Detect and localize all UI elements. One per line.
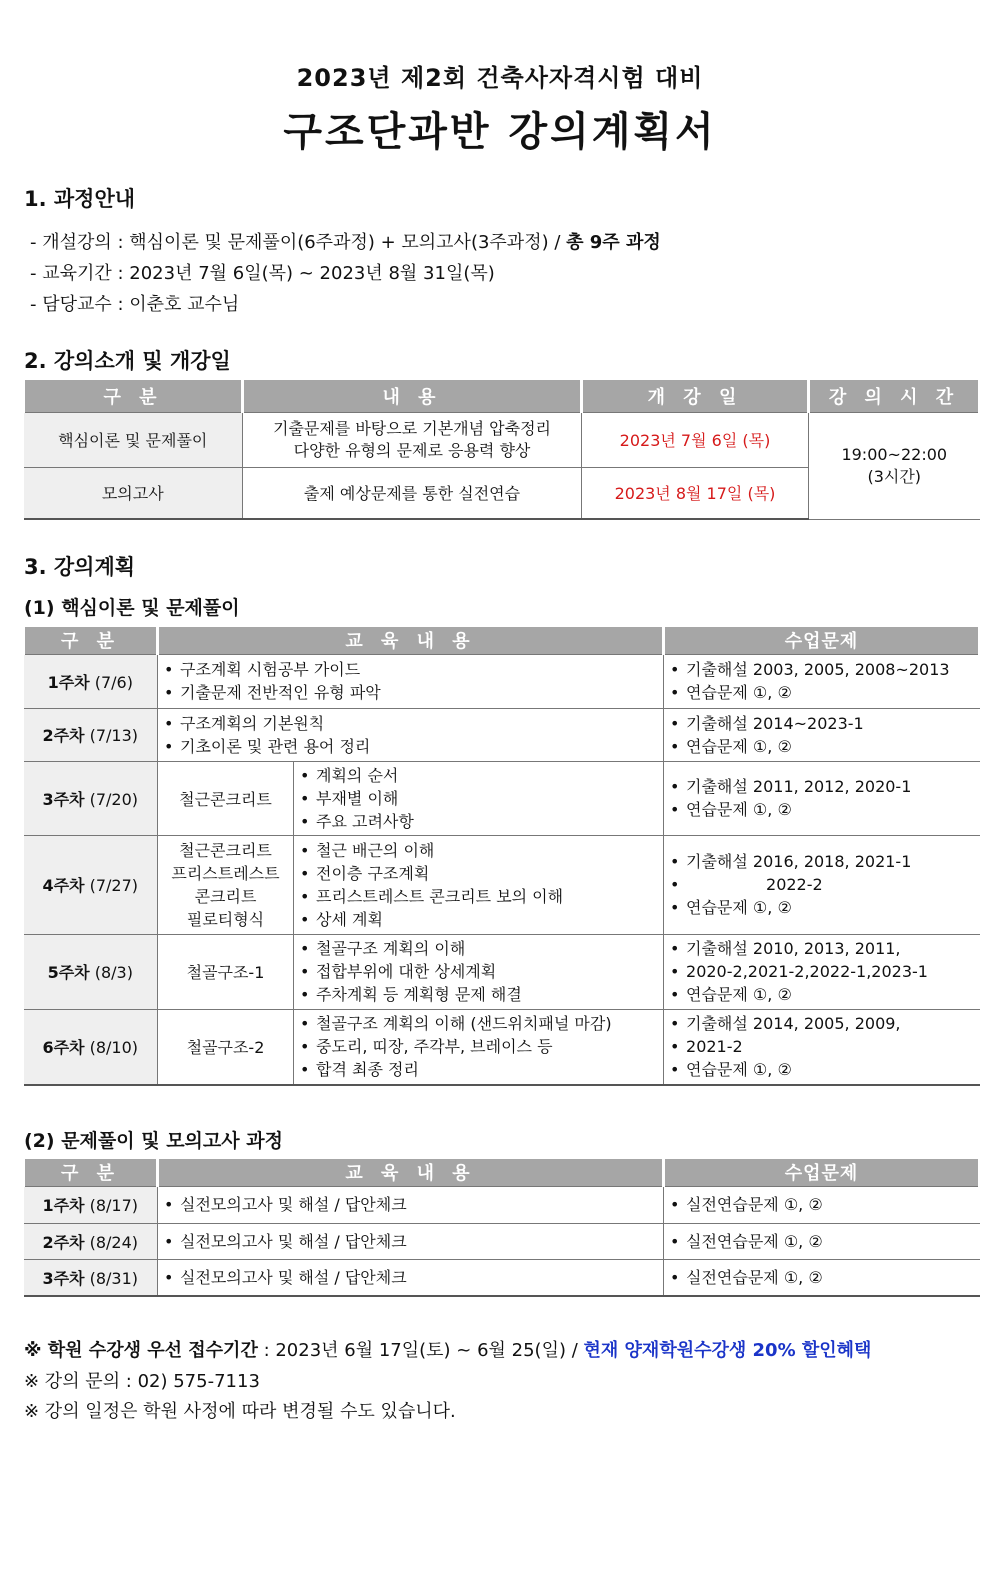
week-cell xyxy=(24,708,158,761)
note-discount: 현재 양재학원수강생 20% 할인혜택 xyxy=(583,1340,872,1361)
course-info-line3: - 담당교수 : 이춘호 교수님 xyxy=(30,294,240,315)
list-item: • 상세 계획 xyxy=(300,908,657,931)
content-line: 다양한 유형의 문제로 응용력 향상 xyxy=(293,440,531,460)
course-intro-table xyxy=(22,380,981,520)
list-item: • 접합부위에 대한 상세계획 xyxy=(300,960,657,983)
list-item: • 실전모의고사 및 해설 / 답안체크 xyxy=(164,1266,657,1289)
content-line: 기출문제를 바탕으로 기본개념 압축정리 xyxy=(272,418,551,438)
section2-heading: 2. 강의소개 및 개강일 xyxy=(24,349,231,373)
list-item: • 전이층 구조계획 xyxy=(300,862,657,885)
topic-cell xyxy=(158,835,294,934)
week-date: (8/17) xyxy=(89,1196,139,1215)
core-theory-table xyxy=(22,627,981,1086)
week-date: (8/31) xyxy=(89,1268,139,1288)
problems-cell xyxy=(664,654,980,708)
problems-cell xyxy=(664,1223,980,1259)
header-problems: 수업문제 xyxy=(664,627,980,654)
week-label: 3주차 xyxy=(42,789,85,809)
week-label: 3주차 xyxy=(42,1268,85,1288)
table-row xyxy=(24,412,980,467)
header-content: 교 육 내 용 xyxy=(158,1159,664,1186)
header-problems: 수업문제 xyxy=(664,1159,980,1186)
header-lecture-time: 강 의 시 간 xyxy=(809,380,980,412)
list-item: • 기출해설 2016, 2018, 2021-1 xyxy=(670,850,974,873)
list-item: • 주차계획 등 계획형 문제 해결 xyxy=(300,983,657,1006)
document-title: 구조단과반 강의계획서 xyxy=(283,109,717,155)
topic-cell xyxy=(158,761,294,835)
lecture-time-note: (3시간) xyxy=(867,466,922,486)
content-cell xyxy=(158,1186,664,1223)
header-category: 구 분 xyxy=(24,1159,158,1186)
list-item: • 기출문제 전반적인 유형 파악 xyxy=(164,681,657,704)
list-item: • 기출해설 2014~2023-1 xyxy=(670,712,974,735)
week-date: (7/27) xyxy=(89,876,139,895)
row-content xyxy=(243,412,582,467)
week-label: 2주차 xyxy=(42,726,85,745)
topic-line: 철골구조-1 xyxy=(186,963,265,982)
course-total-weeks: 총 9주 과정 xyxy=(566,232,661,253)
problems-cell xyxy=(664,1186,980,1223)
problems-cell xyxy=(664,1009,980,1085)
topic-line: 철골구조-2 xyxy=(186,1038,265,1058)
content-cell xyxy=(294,934,664,1009)
course-info-text: - 개설강의 : 핵심이론 및 문제풀이(6주과정) + 모의고사(3주과정) / xyxy=(30,232,567,253)
week-cell xyxy=(24,1186,158,1223)
header-content: 교 육 내 용 xyxy=(158,627,664,654)
table-row xyxy=(24,708,980,761)
list-item: • 부재별 이해 xyxy=(300,787,657,810)
list-item: • 연습문제 ①, ② xyxy=(670,735,974,758)
list-item: • 기출해설 2003, 2005, 2008~2013 xyxy=(670,658,974,681)
list-item: • 실전연습문제 ①, ② xyxy=(670,1193,974,1216)
list-item-continuation: • 2020-2,2021-2,2022-1,2023-1 xyxy=(670,960,974,983)
list-item: • 기출해설 2011, 2012, 2020-1 xyxy=(670,775,974,798)
week-label: 4주차 xyxy=(42,876,85,895)
content-cell xyxy=(158,708,664,761)
list-item: • 기초이론 및 관련 용어 정리 xyxy=(164,735,657,758)
list-item: • 합격 최종 정리 xyxy=(300,1058,657,1081)
list-item: • 연습문제 ①, ② xyxy=(670,798,974,821)
list-item: • 기출해설 2014, 2005, 2009, xyxy=(670,1012,974,1035)
week-label: 1주차 xyxy=(47,672,90,692)
list-item: • 실전연습문제 ①, ② xyxy=(670,1266,974,1289)
table-row xyxy=(24,1223,980,1259)
problems-cell xyxy=(664,835,980,934)
week-date: (7/13) xyxy=(89,726,139,745)
list-item: • 프리스트레스트 콘크리트 보의 이해 xyxy=(300,885,657,908)
course-info-line1 xyxy=(30,228,661,254)
problems-cell xyxy=(664,708,980,761)
week-cell xyxy=(24,654,158,708)
note-schedule-change: ※ 강의 일정은 학원 사정에 따라 변경될 수도 있습니다. xyxy=(24,1401,456,1422)
note-contact: ※ 강의 문의 : 02) 575-7113 xyxy=(24,1371,260,1392)
problems-cell xyxy=(664,761,980,835)
note-registration-label: ※ 학원 수강생 우선 접수기간 xyxy=(24,1340,258,1361)
week-cell xyxy=(24,1223,158,1259)
table-row xyxy=(24,1009,980,1085)
week-label: 5주차 xyxy=(47,963,90,982)
row-content: 출제 예상문제를 통한 실전연습 xyxy=(243,467,582,519)
list-item: • 철골구조 계획의 이해 (샌드위치패널 마감) xyxy=(300,1012,657,1035)
table-row xyxy=(24,654,980,708)
table-row xyxy=(24,1259,980,1296)
problems-cell xyxy=(664,934,980,1009)
lecture-time-value: 19:00~22:00 xyxy=(841,444,948,464)
table-row xyxy=(24,835,980,934)
content-cell xyxy=(294,835,664,934)
list-item: • 연습문제 ①, ② xyxy=(670,681,974,704)
content-cell xyxy=(158,1259,664,1296)
list-item: • 철골구조 계획의 이해 xyxy=(300,937,657,960)
course-info-line2: - 교육기간 : 2023년 7월 6일(목) ~ 2023년 8월 31일(목) xyxy=(30,263,495,284)
topic-cell xyxy=(158,934,294,1009)
mock-exam-table xyxy=(22,1159,981,1297)
week-cell xyxy=(24,835,158,934)
content-cell xyxy=(158,654,664,708)
table-row xyxy=(24,761,980,835)
week-cell xyxy=(24,761,158,835)
week-cell xyxy=(24,1259,158,1296)
list-item: • 기출해설 2010, 2013, 2011, xyxy=(670,937,974,960)
list-item: • 주요 고려사항 xyxy=(300,810,657,833)
topic-line: 철근콘크리트 xyxy=(179,840,272,860)
header-content: 내 용 xyxy=(243,380,582,412)
sub1-heading: (1) 핵심이론 및 문제풀이 xyxy=(24,597,240,619)
list-item: • 구조계획 시험공부 가이드 xyxy=(164,658,657,681)
week-date: (7/20) xyxy=(89,789,139,809)
table-header-row xyxy=(24,380,980,412)
table-row xyxy=(24,934,980,1009)
lecture-time xyxy=(809,412,980,519)
list-item: • 연습문제 ①, ② xyxy=(670,983,974,1006)
table-row xyxy=(24,1186,980,1223)
note-registration xyxy=(24,1336,871,1362)
header-category: 구 분 xyxy=(24,380,243,412)
header-category: 구 분 xyxy=(24,627,158,654)
table-header-row xyxy=(24,627,980,654)
week-date: (8/10) xyxy=(89,1038,139,1058)
topic-line: 필로티형식 xyxy=(186,909,265,929)
week-date: (7/6) xyxy=(94,672,133,692)
note-registration-period: : 2023년 6월 17일(토) ~ 6월 25(일) / xyxy=(257,1340,584,1361)
list-item: • 계획의 순서 xyxy=(300,764,657,787)
list-item: • 실전모의고사 및 해설 / 답안체크 xyxy=(164,1230,657,1253)
row-start-date: 2023년 7월 6일 (목) xyxy=(582,412,809,467)
topic-cell xyxy=(158,1009,294,1085)
week-label: 2주차 xyxy=(42,1232,85,1252)
week-label: 1주차 xyxy=(42,1196,85,1215)
content-cell xyxy=(158,1223,664,1259)
list-item: • 중도리, 띠장, 주각부, 브레이스 등 xyxy=(300,1035,657,1058)
sub2-heading: (2) 문제풀이 및 모의고사 과정 xyxy=(24,1130,283,1152)
document-subtitle: 2023년 제2회 건축사자격시험 대비 xyxy=(296,64,704,92)
list-item: • 연습문제 ①, ② xyxy=(670,896,974,919)
topic-line: 프리스트레스트 xyxy=(171,863,280,883)
row-name: 핵심이론 및 문제풀이 xyxy=(24,412,243,467)
list-item: • 실전연습문제 ①, ② xyxy=(670,1230,974,1253)
content-cell xyxy=(294,761,664,835)
list-item: • 구조계획의 기본원칙 xyxy=(164,712,657,735)
list-item: • 실전모의고사 및 해설 / 답안체크 xyxy=(164,1193,657,1216)
topic-line: 콘크리트 xyxy=(194,886,257,906)
header-start-date: 개 강 일 xyxy=(582,380,809,412)
week-cell xyxy=(24,934,158,1009)
content-cell xyxy=(294,1009,664,1085)
row-name: 모의고사 xyxy=(24,467,243,519)
section3-heading: 3. 강의계획 xyxy=(24,555,136,579)
list-item-continuation: • 2021-2 xyxy=(670,1035,974,1058)
problems-cell xyxy=(664,1259,980,1296)
topic-line: 철근콘크리트 xyxy=(179,789,272,809)
week-date: (8/3) xyxy=(94,963,133,982)
week-cell xyxy=(24,1009,158,1085)
week-label: 6주차 xyxy=(42,1038,85,1058)
table-header-row xyxy=(24,1159,980,1186)
week-date: (8/24) xyxy=(89,1232,139,1252)
list-item-continuation: • 2022-2 xyxy=(670,873,974,896)
row-start-date: 2023년 8월 17일 (목) xyxy=(582,467,809,519)
list-item: • 철근 배근의 이해 xyxy=(300,839,657,862)
list-item: • 연습문제 ①, ② xyxy=(670,1058,974,1081)
section1-heading: 1. 과정안내 xyxy=(24,187,136,211)
